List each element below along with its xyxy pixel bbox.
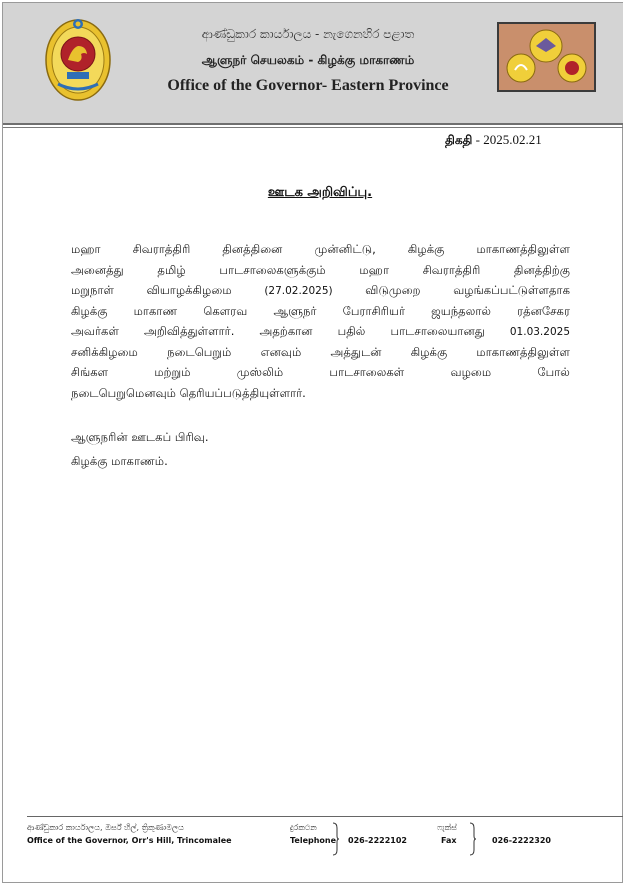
body-word: மாகாண bbox=[133, 303, 178, 318]
body-word: வழமை bbox=[450, 365, 492, 379]
body-word: எனவும் bbox=[260, 344, 302, 359]
body-word: மற்றும் bbox=[154, 365, 191, 379]
body-line bbox=[71, 324, 570, 345]
footer-address: Office of the Governor, Orr's Hill, Trincomalee bbox=[27, 836, 232, 845]
press-release-body bbox=[71, 242, 570, 406]
body-word: மஹா bbox=[71, 242, 101, 256]
body-word: மறுநாள் bbox=[71, 283, 114, 297]
date-label: திகதி bbox=[445, 133, 473, 147]
body-word: போல் bbox=[537, 365, 570, 379]
footer-fax-label: Fax bbox=[441, 836, 457, 845]
footer-telephone-number: 026-2222102 bbox=[348, 836, 407, 845]
body-word: (27.02.2025) bbox=[264, 285, 333, 297]
body-word: சிங்கள bbox=[71, 365, 109, 379]
province-emblem-icon bbox=[499, 24, 594, 90]
body-word: பேராசிரியர் bbox=[342, 303, 405, 318]
body-word: வியாழக்கிழமை bbox=[146, 283, 232, 297]
footer-telephone-label: Telephone bbox=[290, 836, 337, 845]
footer-fax-sinhala: ෆැක්ස් bbox=[437, 823, 457, 832]
body-word: ஆளுநர் bbox=[273, 303, 317, 318]
body-word: முஸ்லிம் bbox=[236, 365, 284, 379]
date-line bbox=[445, 132, 570, 149]
body-word: தினத்தினை bbox=[222, 242, 283, 256]
body-word: தினத்திற்கு bbox=[514, 262, 570, 277]
body-word: மஹா bbox=[359, 262, 390, 277]
body-word: அனைத்து bbox=[71, 262, 124, 277]
footer-brace-icon bbox=[332, 822, 340, 856]
footer-telephone-sinhala: දුරකථන bbox=[290, 823, 317, 832]
body-word: ஜயந்தலால் bbox=[431, 303, 492, 318]
body-word: முன்னிட்டு, bbox=[314, 242, 376, 256]
body-word: மாகாணத்திலுள்ள bbox=[476, 344, 570, 359]
date-separator: - bbox=[472, 132, 484, 147]
body-word: சிவராத்திரி bbox=[132, 242, 191, 256]
body-word: கிழக்கு bbox=[410, 344, 448, 359]
body-line bbox=[71, 263, 570, 284]
signature-province: கிழக்கு மாகாணம். bbox=[71, 454, 168, 468]
body-word: பாடசாலையானது bbox=[390, 324, 485, 338]
header-tamil-title: ஆளுநர் செயலகம் - கிழக்கு மாகாணம் bbox=[201, 53, 415, 67]
body-word: அதற்கான bbox=[259, 324, 313, 338]
signature-division: ஆளுநரின் ஊடகப் பிரிவு. bbox=[71, 430, 209, 444]
body-word: நடைபெறும் bbox=[167, 344, 232, 359]
date-value: 2025.02.21 bbox=[483, 132, 542, 147]
body-word: கிழக்கு bbox=[71, 303, 108, 318]
body-line bbox=[71, 345, 570, 366]
body-word: கௌரவ bbox=[203, 303, 248, 318]
footer-fax-number: 026-2222320 bbox=[492, 836, 551, 845]
body-line bbox=[71, 304, 570, 325]
body-word: அவர்கள் bbox=[71, 324, 119, 338]
footer-address-sinhala: ආණ්ඩුකාර කාර්යාලය, ඔර්ස් හිල්, ත්‍රිකුණාමලය bbox=[27, 823, 184, 832]
body-word: வழங்கப்பட்டுள்ளதாக bbox=[453, 283, 570, 297]
footer-brace-icon bbox=[469, 822, 477, 856]
body-line bbox=[71, 242, 570, 263]
body-word: பதில் bbox=[337, 324, 366, 338]
header-sinhala-title: ආණ්ඩුකාර කාර්යාලය - නැගෙනහිර පළාත bbox=[201, 27, 415, 41]
body-line bbox=[71, 365, 570, 386]
body-word: அத்துடன் bbox=[330, 344, 382, 359]
body-word: தமிழ் bbox=[157, 262, 186, 277]
footer-divider bbox=[27, 816, 623, 817]
body-line bbox=[71, 386, 570, 407]
body-word: 01.03.2025 bbox=[509, 326, 570, 338]
body-word: நடைபெறுமெனவும் தெரியப்படுத்தியுள்ளார். bbox=[71, 385, 306, 400]
body-word: கிழக்கு bbox=[407, 242, 445, 256]
press-release-title: ஊடக அறிவிப்பு. bbox=[267, 185, 373, 200]
body-word: மாகாணத்திலுள்ள bbox=[476, 242, 570, 256]
body-word: பாடசாலைகளுக்கும் bbox=[219, 262, 326, 277]
body-word: ரத்னசேகர bbox=[517, 303, 570, 318]
header-divider bbox=[3, 127, 623, 128]
letterhead bbox=[3, 3, 623, 125]
body-word: விடுமுறை bbox=[365, 283, 421, 297]
body-word: சனிக்கிழமை bbox=[71, 344, 138, 359]
body-word: அறிவித்துள்ளார். bbox=[144, 324, 235, 338]
province-emblem-badge bbox=[497, 22, 596, 92]
header-english-title: Office of the Governor- Eastern Province bbox=[167, 77, 449, 94]
body-word: பாடசாலைகள் bbox=[329, 365, 405, 379]
body-line bbox=[71, 283, 570, 304]
body-word: சிவராத்திரி bbox=[422, 262, 481, 277]
national-emblem-icon bbox=[44, 14, 112, 102]
